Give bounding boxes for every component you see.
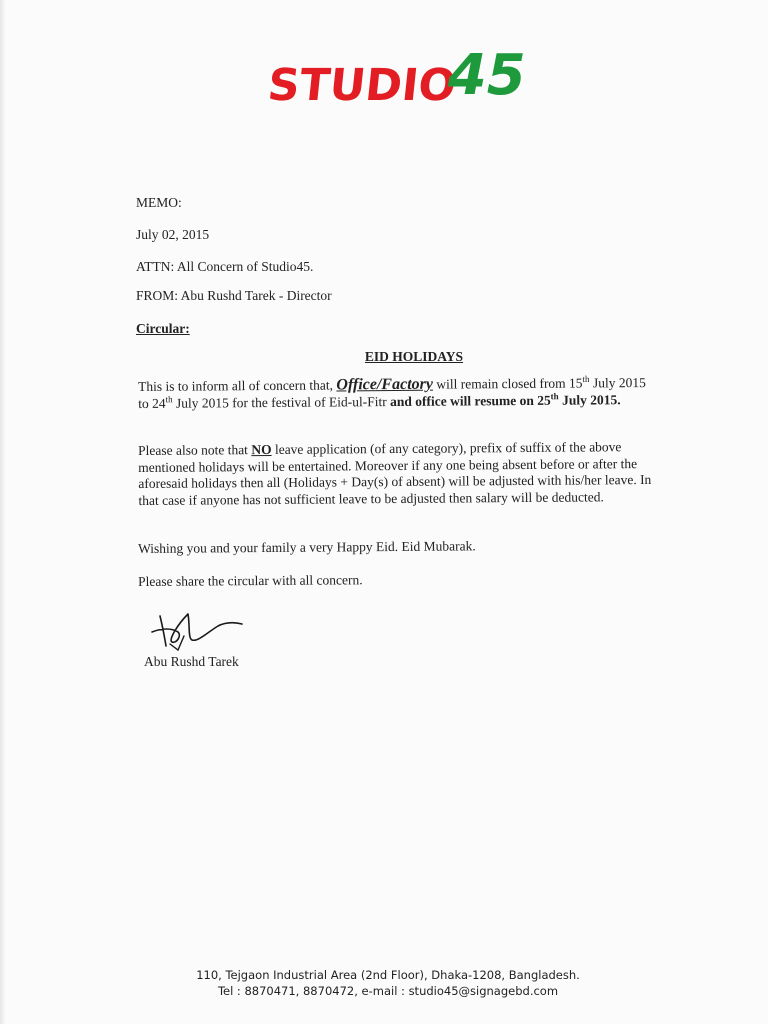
p2-no: NO	[251, 441, 272, 458]
circular-label: Circular:	[136, 321, 190, 336]
memo-attn: ATTN: All Concern of Studio45.	[136, 259, 314, 274]
footer-contact: Tel : 8870471, 8870472, e-mail : studio45@signagebd.com	[217, 984, 559, 998]
p1-closed-from: will remain closed from 15	[436, 375, 583, 392]
scan-edge	[0, 0, 6, 1024]
logo-red-text: STUDIO	[265, 60, 459, 111]
memo-title: EID HOLIDAYS	[364, 349, 464, 364]
paragraph-closure-notice	[138, 375, 658, 412]
p1-resume-end: July 2015.	[562, 391, 621, 408]
p2-rest: leave application (of any category), prefix of suffix of the above mentioned holidays will be entertained. Moreover if any one being absent before or after the aforesaid holidays then all (Holidays + Day(s) of absent) will be adjusted with his/her leave. In that case if anyone has not sufficient leave to be adjusted then salary will be deducted.	[138, 439, 652, 508]
handwritten-signature	[148, 606, 248, 658]
paragraph-share: Please share the circular with all concern.	[138, 572, 363, 589]
p1-intro: This is to inform all of concern that,	[138, 377, 334, 394]
p1-sup1: th	[582, 373, 590, 385]
studio45-logo	[265, 43, 526, 111]
p1-july1: July 2015 to 24	[138, 375, 646, 411]
p1-office-factory: Office/Factory	[336, 375, 434, 394]
paragraph-wishes: Wishing you and your family a very Happy Eid. Eid Mubarak.	[138, 538, 476, 556]
memo-label: MEMO:	[136, 195, 182, 210]
logo-green-number: 45	[447, 43, 526, 108]
signer-name: Abu Rushd Tarek	[144, 654, 239, 669]
p1-sup2: th	[165, 393, 173, 404]
paragraph-leave-policy	[138, 439, 659, 509]
p1-sup3: th	[550, 390, 559, 401]
p1-july2: July 2015 for the festival of Eid-ul-Fitr	[175, 393, 387, 411]
footer-address: 110, Tejgaon Industrial Area (2nd Floor), Dhaka-1208, Bangladesh.	[196, 968, 580, 982]
memo-date: July 02, 2015	[136, 227, 210, 242]
memo-from: FROM: Abu Rushd Tarek - Director	[136, 288, 332, 303]
p2-start: Please also note that	[138, 442, 248, 458]
p1-resume: and office will resume on 25	[389, 392, 551, 409]
